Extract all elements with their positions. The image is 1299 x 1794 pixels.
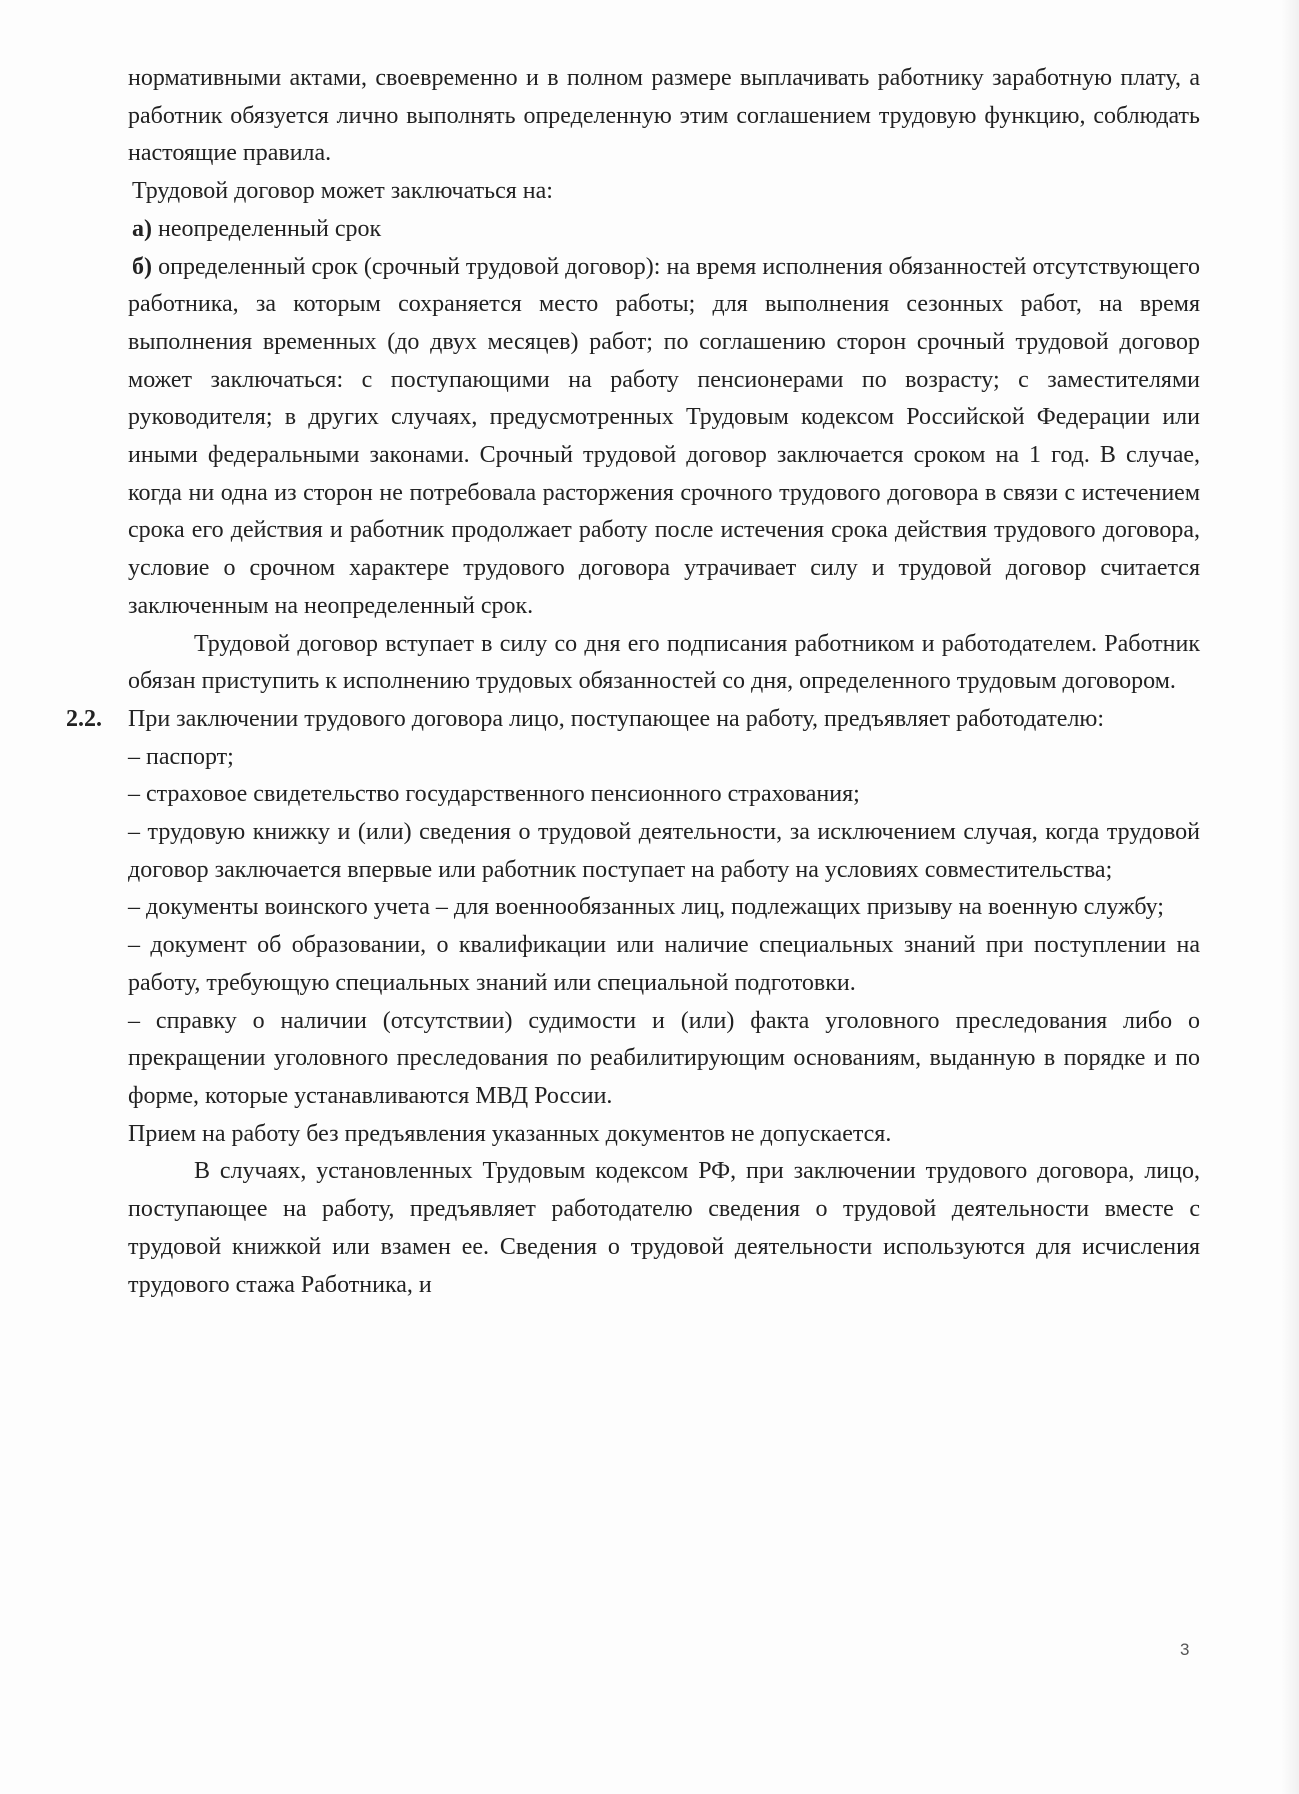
document-body bbox=[66, 60, 1201, 1304]
document-item-military: – документы воинского учета – для военнообязанных лиц, подлежащих призыву на военную службу; bbox=[128, 894, 1164, 921]
paragraph-final: В случаях, установленных Трудовым кодексом РФ, при заключении трудового договора, лицо, поступающее на работу, предъявляет работодателю сведения о трудовой деятельности вместе с трудовой книжкой или взамен ее. Сведения о трудовой деятельности используются для исчисления трудового стажа Работника, и bbox=[128, 1158, 1200, 1298]
option-b-text: определенный срок (срочный трудовой договор): на время исполнения обязанностей отсутствующего работника, за которым сохраняется место работы; для выполнения сезонных работ, на время выполнения временных (до двух месяцев) работ; по соглашению сторон срочный трудовой договор может заключаться: с поступающими на работу пенсионерами по возрасту; с заместителями руководителя; в других случаях, предусмотренных Трудовым кодексом Российской Федерации или иными федеральными законами. Срочный трудовой договор заключается сроком на 1 год. В случае, когда ни одна из сторон не потребовала расторжения срочного трудового договора в связи с истечением срока его действия и работник продолжает работу после истечения срока действия трудового договора, условие о срочном характере трудового договора утрачивает силу и трудовой договор считается заключенным на неопределенный срок. bbox=[128, 253, 1201, 619]
document-item-passport: – паспорт; bbox=[128, 743, 234, 770]
option-a-label: а) bbox=[132, 215, 152, 242]
page-edge-shadow bbox=[1281, 0, 1299, 1794]
paragraph-contract-terms-intro: Трудовой договор может заключаться на: bbox=[132, 178, 553, 205]
option-a bbox=[128, 211, 1200, 249]
option-b-label: б) bbox=[132, 253, 152, 280]
document-item-criminal-record: – справку о наличии (отсутствии) судимости и (или) факта уголовного преследования либо о прекращении уголовного преследования по реабилитирующим основаниям, выданную в порядке и по форме, которые устанавливаются МВД России. bbox=[128, 1007, 1200, 1109]
document-item-insurance: – страховое свидетельство государственного пенсионного страхования; bbox=[128, 781, 860, 808]
paragraph-intro: нормативными актами, своевременно и в полном размере выплачивать работнику заработную плату, а работник обязуется лично выполнять определенную этим соглашением трудовую функцию, соблюдать настоящие правила. bbox=[128, 65, 1200, 167]
option-b bbox=[128, 249, 1200, 626]
document-item-workbook: – трудовую книжку и (или) сведения о трудовой деятельности, за исключением случая, когда трудовой договор заключается впервые или работник поступает на работу на условиях совместительства; bbox=[128, 819, 1200, 883]
page-number: 3 bbox=[1180, 1640, 1190, 1659]
paragraph-effective: Трудовой договор вступает в силу со дня его подписания работником и работодателем. Работник обязан приступить к исполнению трудовых обязанностей со дня, определенного трудовым договором. bbox=[128, 630, 1200, 695]
paragraph-no-hire: Прием на работу без предъявления указанных документов не допускается. bbox=[128, 1120, 892, 1147]
section-number: 2.2. bbox=[66, 705, 102, 732]
document-item-education: – документ об образовании, о квалификации или наличие специальных знаний при поступлении на работу, требующую специальных знаний или специальной подготовки. bbox=[128, 932, 1200, 996]
section-text: При заключении трудового договора лицо, поступающее на работу, предъявляет работодателю: bbox=[128, 705, 1105, 732]
option-a-text: неопределенный срок bbox=[158, 215, 382, 242]
section-2-2 bbox=[66, 701, 1200, 739]
